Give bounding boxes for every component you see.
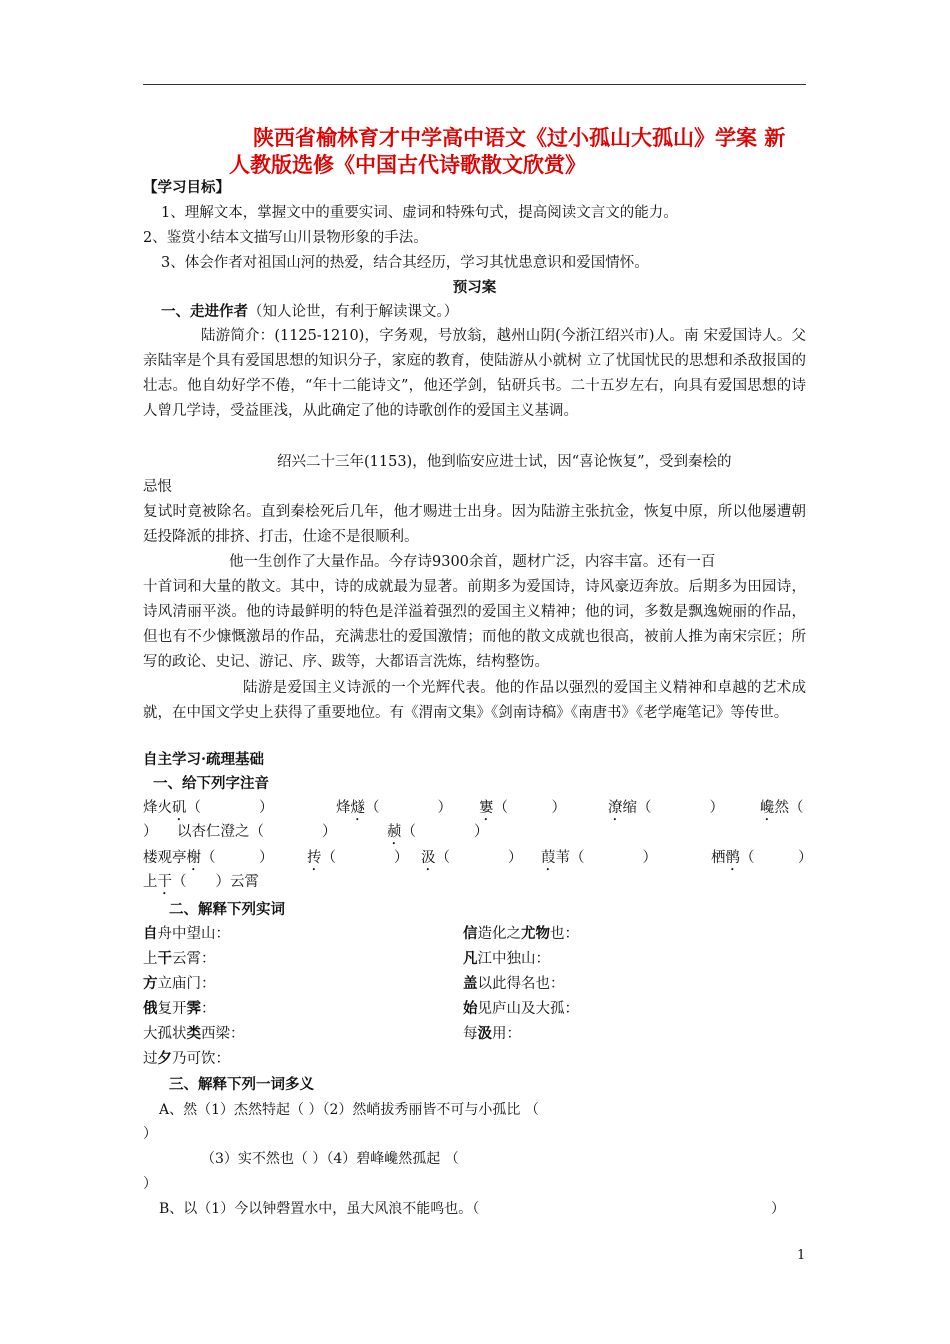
word-row-3 [143,972,808,996]
pinyin-text: 烽 [336,800,351,816]
self-study-heading: 自主学习·疏理基础 [143,751,265,768]
pinyin-row-1 [143,796,808,820]
pinyin-target-char: 榭 [186,850,201,866]
word-item-e[interactable] [143,997,216,1021]
word-context: 用： [492,1026,521,1042]
key-word: 盖 [463,975,478,992]
key-word: 自 [143,925,158,942]
word-context: 上 [143,951,158,967]
multi-b-text: B、以（1）今以钟磬置水中，虽大风浪不能鸣也。（ [159,1201,480,1217]
preview-heading: 预习案 [452,279,497,296]
pinyin-item-6[interactable]: 以杏仁澄之（ ） [177,824,337,840]
word-row-5 [143,1022,808,1046]
pinyin-target-char: 矶 [172,800,187,816]
pinyin-heading: 一、给下列字注音 [153,775,269,792]
pinyin-text: 上 [143,874,158,890]
word-row-6 [143,1047,808,1071]
objective-item-1: 1、理解文本，掌握文中的重要实词、虚词和特殊句式，提高阅读文言文的能力。 [161,205,678,221]
pinyin-blank[interactable]: （ ） [201,850,274,866]
multi-b-close: ） [771,1201,785,1217]
key-word: 干 [157,950,172,967]
pinyin-blank[interactable]: （ ） [365,800,452,816]
author-intro-paragraph: 陆游简介：(1125-1210)，字务观，号放翁，越州山阴(今浙江绍兴市)人。南 宋爱国诗人。父亲陆宰是个具有爱国思想的知识分子，家庭的教育，使陆游从小就树 立了忧国忧民的思想和杀敌报国的壮志。他自幼好学不倦，“年十二能诗文”，他还学剑，钻研兵书。二十五岁左右，向具有爱国思想的诗人曾几学诗，受益匪浅，从此确定了他的诗歌创作的爱国主义基调。 [143,328,806,419]
pinyin-target-char: 潦 [608,800,623,816]
multi-b-line-1[interactable] [143,1197,808,1221]
word-item-xi[interactable] [143,1047,230,1071]
word-row-4 [143,997,808,1021]
pinyin-target-char: 巉 [760,800,775,816]
word-context: 舟中望山： [157,926,230,942]
pinyin-target-char: 赪 [387,824,402,840]
word-context: 云霄： [172,951,216,967]
key-word: 夕 [157,1050,172,1067]
key-word: 始 [463,1000,478,1017]
pinyin-blank-close: ） [143,824,158,840]
word-item-gai[interactable] [463,972,565,996]
key-word: 尤物 [521,925,550,942]
pinyin-blank[interactable]: 然（ [774,800,804,816]
word-context: 大孤状 [143,1026,187,1042]
pinyin-row-4 [143,870,808,894]
word-context: ： [201,1001,216,1017]
word-item-gan[interactable] [143,947,216,971]
words-heading: 二、解释下列实词 [169,901,285,918]
para3-first-line: 他一生创作了大量作品。今存诗9300余首，题材广泛，内容丰富。还有一百 [229,554,716,570]
para2-first-line: 绍兴二十三年(1153)，他到临安应进士试，因“喜论恢复”，受到秦桧的 [277,454,732,470]
pinyin-target-char: 抟 [307,850,322,866]
word-context: 乃可饮： [172,1051,230,1067]
key-word: 方 [143,975,158,992]
section1-heading: 一、走进作者 [161,303,248,320]
key-word: 信 [463,925,478,942]
pinyin-target-char: 汲 [421,850,436,866]
word-item-ji[interactable] [463,1022,521,1046]
pinyin-blank[interactable]: 缩（ ） [622,800,724,816]
para2-word: 忌恨 [143,479,172,495]
multi-a-line-2[interactable]: （3）实不然也（ ）（4）碧峰巉然孤起 （ [201,1151,459,1167]
word-context: 也： [550,926,579,942]
word-row-2 [143,947,808,971]
word-item-zi[interactable] [143,922,230,946]
pinyin-blank[interactable]: （ ） [493,800,566,816]
pinyin-blank[interactable]: （ ） [186,800,274,816]
word-context: 江中独山： [477,951,550,967]
para4: 陆游是爱国主义诗派的一个光辉代表。他的作品以强烈的爱国主义精神和卓越的艺术成就，在中国文学史上获得了重要地位。有《渭南文集》《剑南诗稿》《南唐书》《老学庵笔记》等传世。 [143,680,806,721]
word-context: 见庐山及大孤： [477,1001,579,1017]
pinyin-target-char: 葭 [541,850,556,866]
section1-heading-line [143,300,826,324]
multi-a-line-1-close: ） [143,1126,157,1142]
page-number: 1 [797,1248,806,1263]
pinyin-blank[interactable]: 苇（ ） [555,850,657,866]
title-line-2: 人教版选修《中国古代诗歌散文欣赏》 [229,152,586,177]
key-word: 汲 [477,1025,492,1042]
word-context: 复开 [157,1001,187,1017]
word-context: 过 [143,1051,158,1067]
pinyin-blank[interactable]: （ ） [401,824,489,840]
word-context: 立庙门： [157,976,216,992]
pinyin-blank[interactable]: （ ）云霄 [172,874,259,890]
pinyin-item-13 [143,870,259,898]
multi-a-line-1[interactable]: A、然（1）杰然特起（ ）（2）然峭拔秀丽皆不可与小孤比 （ [159,1102,539,1118]
pinyin-target-char: 寠 [479,800,494,816]
pinyin-row-3 [143,846,813,870]
objective-item-3: 3、体会作者对祖国山河的热爱，结合其经历，学习其忧患意识和爱国情怀。 [161,255,649,271]
pinyin-target-char: 燧 [350,800,365,816]
word-context: 每 [463,1026,478,1042]
title-line-1: 陕西省榆林育才中学高中语文《过小孤山大孤山》学案 新 [253,125,786,150]
pinyin-blank[interactable]: （ ） [435,850,523,866]
key-word: 霁 [186,1000,201,1017]
multi-meaning-heading: 三、解释下列一词多义 [169,1076,314,1093]
para3-rest: 十首词和大量的散文。其中，诗的成就最为显著。前期多为爱国诗，诗风豪迈奔放。后期多为田园诗，诗风清丽平淡。他的诗最鲜明的特色是洋溢着强烈的爱国主义精神；他的词，多数是飘逸婉丽的作品，但也有不少慷慨激昂的作品，充满悲壮的爱国激情；而他的散文成就也很高，被前人推为南宋宗匠；所写的政论、史记、游记、序、跋等，大都语言洗炼，结构整饬。 [143,579,806,670]
word-context: 造化之 [477,926,521,942]
pinyin-item-7 [387,820,489,848]
word-context: 以此得名也： [477,976,565,992]
word-item-xin[interactable] [463,922,579,946]
pinyin-blank[interactable]: （ ） [740,850,813,866]
pinyin-text: 烽火 [143,800,172,816]
section1-note: （知人论世，有利于解读课文。） [248,304,459,320]
pinyin-row-2 [143,820,808,844]
multi-a-line-2-close: ） [143,1176,157,1192]
word-item-fan[interactable] [463,947,550,971]
word-row-1 [143,922,808,946]
key-word: 类 [186,1025,201,1042]
objective-item-2: 2、鉴赏小结本文描写山川景物形象的手法。 [143,230,428,246]
word-context: 西梁： [201,1026,245,1042]
word-item-shi[interactable] [463,997,579,1021]
document-title [143,124,823,178]
pinyin-text: 楼观亭 [143,850,187,866]
pinyin-target-char: 干 [157,874,172,890]
para2-rest: 复试时竟被除名。直到秦桧死后几年，他才赐进士出身。因为陆游主张抗金，恢复中原，所以他屡遭朝廷投降派的排挤、打击，仕途不是很顺利。 [143,504,806,545]
word-item-fang[interactable] [143,972,216,996]
pinyin-target-char: 鹘 [725,850,740,866]
key-word: 俄 [143,1000,158,1017]
pinyin-blank[interactable]: （ ） [321,850,409,866]
header-rule [143,84,806,85]
objectives-heading: 【学习目标】 [143,179,230,196]
word-item-lei[interactable] [143,1022,245,1046]
key-word: 凡 [463,950,478,967]
pinyin-text: 栖 [711,850,726,866]
